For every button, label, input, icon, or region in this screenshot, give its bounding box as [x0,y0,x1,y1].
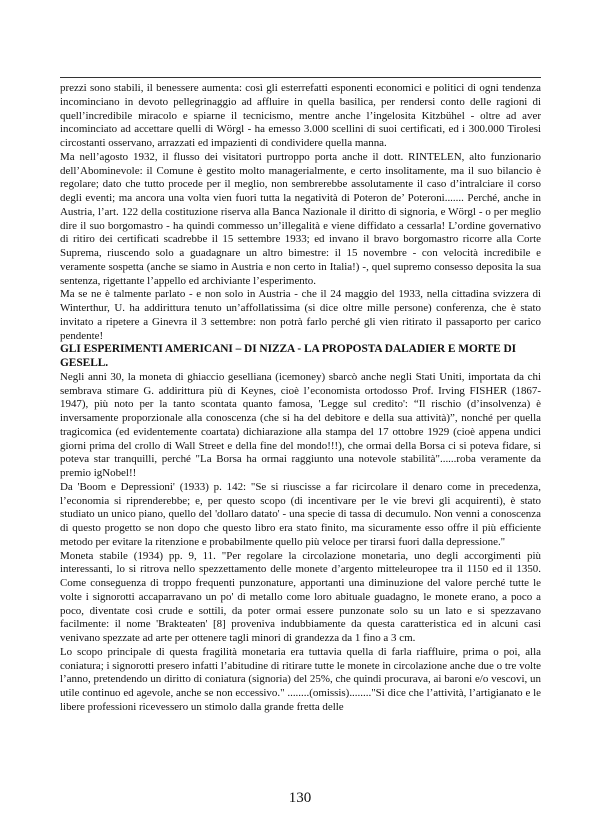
header-rule [60,77,541,78]
paragraph: Negli anni 30, la moneta di ghiaccio geselliana (icemoney) sbarcò anche negli Stati Uniti, importata da chi sembrava stimare G. addirittura più di Keynes, cioè l’economista ortodosso Prof. Irving FISHER (1867-1947), più noto per la tanto scontata quanto famosa, 'Legge sul credito': “Il rischio (d’insolvenza) è inversamente proporzionale alla conoscenza (che si ha del debitore e della sua attività)”, nonché per quella tragicomica (ed evidentemente coartata) dichiarazione alla stampa del 17 ottobre 1929 (cioè appena undici giorni prima del crollo di Wall Street e della fine del mondo!!!), che ormai della Borsa ci si poteva fidare, si poteva star tranquilli, perché "La Borsa ha ormai raggiunto una notevole stabilità"......roba veramente da premio igNobel!! [60,370,541,479]
paragraph: Lo scopo principale di questa fragilità monetaria era tuttavia quella di farla riaffluire, prima o poi, alla coniatura; i signorotti presero infatti l’abitudine di ritirare tutte le monete in circolazione anche due o tre volte l’anno, pretendendo un diritto di coniatura (signoria) del 25%, che quindi procurava, ai baroni e/o vescovi, un utile continuo ed agevole, anche se non eccessivo." ........(omissis)........"Si dice che l’attività, l’artigianato e le libere professioni ricevessero un stimolo dalla grande fretta delle [60,645,541,713]
paragraph: prezzi sono stabili, il benessere aumenta: così gli esterrefatti esponenti economici e politici di ogni tendenza incominciano in devoto pellegrinaggio ad affluire in quella basilica, per rendersi conto delle ragioni di quell’incredibile miracolo e spiarne il tecnicismo, mentre anche l’ingelosita Kitzbühel - oltre ad aver incominciato ad accettare quelli di Wörgl - ha emesso 3.000 scellini di suoi certificati, ed i 300.000 Tirolesi circostanti osservano, arrazzati ed impazienti di condividere quella manna. [60,82,541,149]
section-heading: GLI ESPERIMENTI AMERICANI – DI NIZZA - LA PROPOSTA DALADIER E MORTE DI GESELL. [60,343,517,369]
paragraph: Ma nell’agosto 1932, il flusso dei visitatori purtroppo porta anche il dott. RINTELEN, alto funzionario dell’Abominevole: il Comune è gestito molto managerialmente, e certo insolitamente, ma il suo bilancio è regolare; dato che tutto procede per il meglio, non sembrerebbe assolutamente il caso d’intralciare il corso degli eventi; ma ancora una volta vien fuori tutta la negatività di Poteron de’ Poteroni....... Perché, anche in Austria, l’art. 122 della costituzione riserva alla Banca Nazionale il diritto di signoria, e Wörgl - o per meglio dire il suo borgomastro - ha quindi commesso un’illegalità e viene diffidato a cessarla! L’ordine governativo di ritiro dei certificati scadrebbe il 15 settembre 1933; ed invano il bravo borgomastro ricorre alla Corte Suprema, riuscendo solo a guadagnare un altro bimestre: il 15 novembre - con velocità incredibile e veramente sospetta (anche se siamo in Austria e non certo in Italia!) -, quel supremo consesso deposita la sua sentenza, rigettante l’appello ed archiviante l’esperimento. [60,150,541,287]
paragraph: Moneta stabile (1934) pp. 9, 11. "Per regolare la circolazione monetaria, uno degli accorgimenti più interessanti, lo si ritrova nello spezzettamento delle monete d’argento mitteleuropee tra il 1150 ed il 1350. Come conseguenza di troppo frequenti punzonature, apportanti una diminuzione del valore perché tutte le volte i signorotti accaparravano un po' di metallo come loro abituale guadagno, le monete erano, a poco a poco, diventate così crude e sottili, da poter ormai essere punzonate solo su un lato e si spezzavano facilmente: il nome 'Brakteaten' [8] proveniva indubbiamente da questa caratteristica ed in alcuni casi venivano spezzate ad arte per ottenere tagli minori di grandezza da 1 fino a 3 cm. [60,549,541,644]
page-body [60,82,541,715]
paragraph: Da 'Boom e Depressioni' (1933) p. 142: "Se si riuscisse a far ricircolare il denaro come in precedenza, l’economia si riprenderebbe; e, per questo scopo (di incentivare per le vie brevi gli acquirenti), è stato studiato un unico piano, quello del 'dollaro datato' - una specie di tassa di decumulo. Non venni a conoscenza di questo progetto se non dopo che questo libro era stato finito, ma sicuramente esso offre il più efficiente metodo per evitare la ritenzione e probabilmente quello più veloce per tirarsi fuori dalla depressione." [60,480,541,548]
paragraph: Ma se ne è talmente parlato - e non solo in Austria - che il 24 maggio del 1933, nella cittadina svizzera di Winterthur, U. ha addirittura tenuto un’affollatissima (si dice oltre mille persone) conferenza, che è stato invitato a ripetere a Ginevra il 3 settembre: non potrà farlo perché gli vien ritirato il passaporto per carico pendente! [60,288,541,342]
page-number: 130 [288,790,312,806]
